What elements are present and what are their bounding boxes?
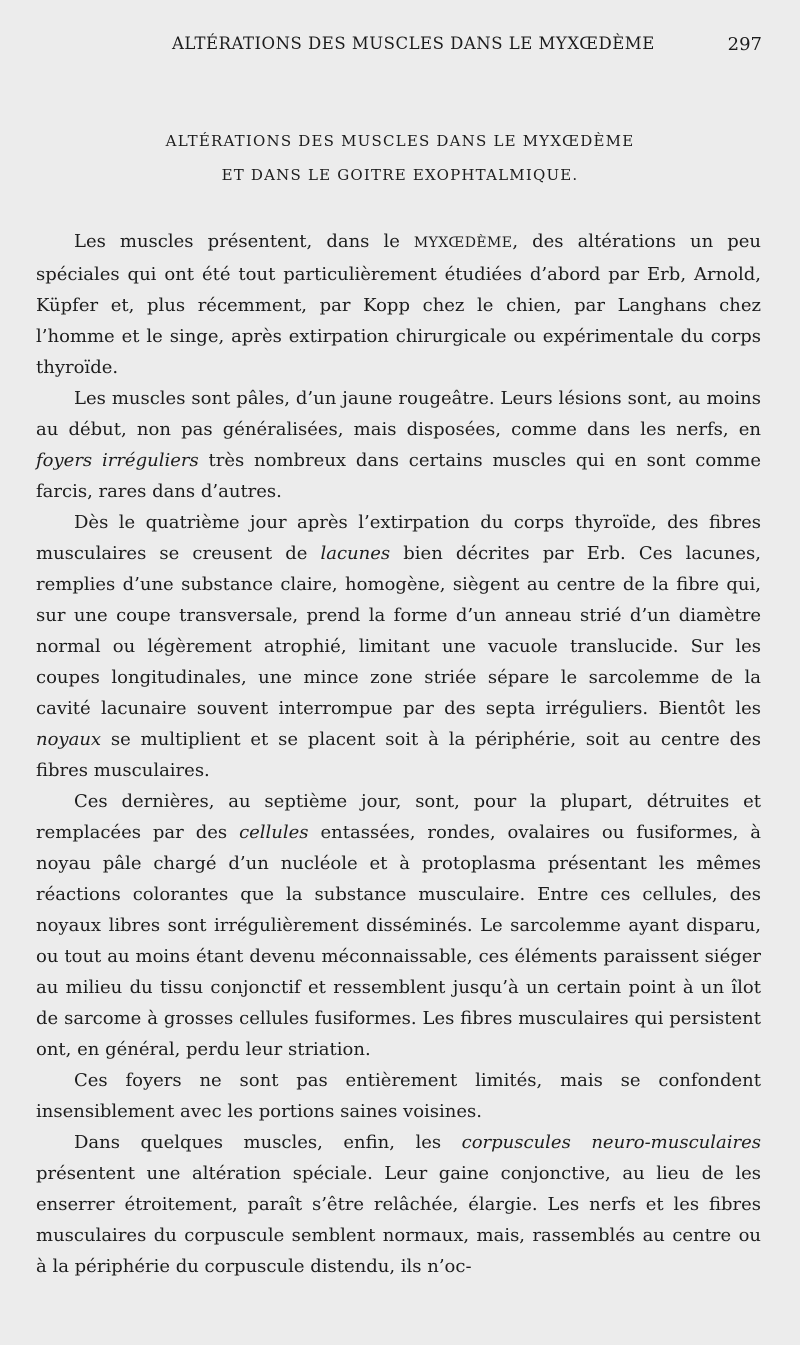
italic-term: lacunes — [320, 543, 391, 564]
text-run: Dès le quatrième jour après l’extirpation du corps thyroïde, des fibres musculaires se creusent de — [36, 512, 761, 564]
text-run: présentent une altération spéciale. Leur gaine conjonctive, au lieu de les enserrer étroitement, paraît s’être relâchée, élargie. Les nerfs et les fibres musculaires du corpuscule semblent normaux, mais, rassemblés au centre ou à la périphérie du corpuscule distendu, ils n’oc- — [36, 1163, 761, 1277]
text-run: Les muscles sont pâles, d’un jaune rougeâtre. Leurs lésions sont, au moins au début, non pas généralisées, mais disposées, comme dans les nerfs, en — [36, 388, 761, 440]
italic-term: cellules — [239, 822, 309, 843]
italic-term: corpuscules neuro-musculaires — [461, 1132, 761, 1153]
page-number: 297 — [727, 34, 762, 55]
text-run: , des altérations un peu spéciales qui ont été tout particulièrement étudiées d’abord par Erb, Arnold, Küpfer et, plus récemment, par Kopp chez le chien, par Langhans chez l’homme et le singe, après extirpation chirurgicale ou expérimentale du corps thyroïde. — [36, 231, 762, 378]
text-run: se multiplient et se placent soit à la périphérie, soit au centre des fibres musculaires. — [36, 729, 761, 781]
small-caps-term: MYXŒDÈME — [413, 235, 513, 251]
italic-term: foyers irréguliers — [36, 450, 199, 471]
paragraph-5 — [36, 1065, 761, 1127]
section-title-line-2: ET DANS LE GOITRE EXOPHTALMIQUE. — [221, 166, 579, 184]
running-title: ALTÉRATIONS DES MUSCLES DANS LE MYXŒDÈME — [172, 34, 655, 53]
text-run: Ces foyers ne sont pas entièrement limités, mais se confondent insensiblement avec les portions saines voisines. — [36, 1070, 761, 1122]
text-run: bien décrites par Erb. Ces lacunes, remplies d’une substance claire, homogène, siègent au centre de la fibre qui, sur une coupe transversale, prend la forme d’un anneau strié d’un diamètre normal ou légèrement atrophié, limitant une vacuole translucide. Sur les coupes longitudinales, une mince zone striée sépare le sarcolemme de la cavité lacunaire souvent interrompue par des septa irréguliers. Bientôt les — [36, 543, 761, 719]
text-run: très nombreux dans certains muscles qui en sont comme farcis, rares dans d’autres. — [36, 450, 762, 502]
text-run: Les muscles présentent, dans le — [74, 231, 414, 252]
text-run: Dans quelques muscles, enfin, les — [74, 1132, 462, 1153]
paragraph-4 — [36, 786, 761, 1065]
italic-term: noyaux — [36, 729, 102, 750]
paragraph-6 — [36, 1127, 761, 1282]
paragraph-1 — [36, 226, 761, 383]
paragraph-3 — [36, 507, 761, 786]
body-text — [36, 226, 761, 1282]
running-header — [0, 34, 800, 58]
paragraph-2 — [36, 383, 761, 507]
text-run: entassées, rondes, ovalaires ou fusiformes, à noyau pâle chargé d’un nucléole et à protoplasma présentant les mêmes réactions colorantes que la substance musculaire. Entre ces cellules, des noyaux libres sont irrégulièrement disséminés. Le sarcolemme ayant disparu, ou tout au moins étant devenu méconnaissable, ces éléments paraissent siéger au milieu du tissu conjonctif et ressemblent jusqu’à un certain point à un îlot de sarcome à grosses cellules fusiformes. Les fibres musculaires qui persistent ont, en général, perdu leur striation. — [36, 822, 761, 1060]
section-title-line-1: ALTÉRATIONS DES MUSCLES DANS LE MYXŒDÈME — [165, 132, 635, 150]
text-run: Ces dernières, au septième jour, sont, pour la plupart, détruites et remplacées par des — [36, 791, 761, 843]
